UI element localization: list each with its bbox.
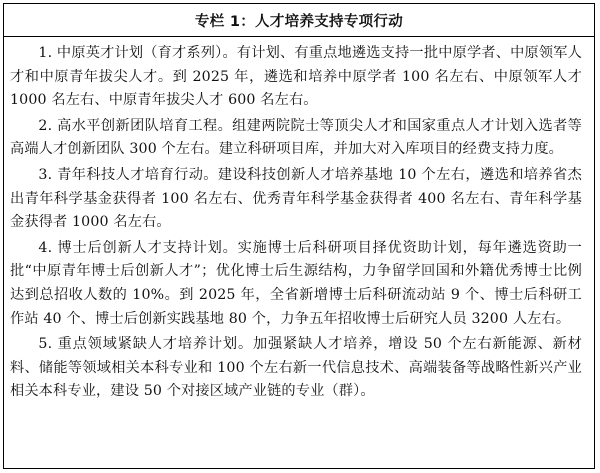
box-content [4, 37, 594, 404]
list-item: 3. 青年科技人才培育行动。建设科技创新人才培养基地 10 个左右，遴选和培养省杰出青年科学基金获得者 100 名左右、优秀青年科学基金获得者 400 名左右、青年科学基金获得者 1000 名左右。 [10, 166, 582, 231]
feature-box [3, 3, 595, 469]
list-item: 2. 高水平创新团队培育工程。组建两院院士等顶尖人才和国家重点人才计划入选者等高端人才创新团队 300 个左右。建立科研项目库，并加大对入库项目的经费支持力度。 [10, 117, 582, 158]
box-title: 专栏 1：人才培养支持专项行动 [4, 4, 594, 37]
list-item: 1. 中原英才计划（育才系列）。有计划、有重点地遴选支持一批中原学者、中原领军人才和中原青年拔尖人才。到 2025 年，遴选和培养中原学者 100 名左右、中原领军人才 1000 名左右、中原青年拔尖人才 600 名左右。 [10, 45, 582, 109]
list-item: 4. 博士后创新人才支持计划。实施博士后科研项目择优资助计划，每年遴选资助一批“中原青年博士后创新人才”；优化博士后生源结构，力争留学回国和外籍优秀博士比例达到总招收人数的 10%。到 2025 年，全省新增博士后科研流动站 9 个、博士后科研工作站 40 个、博士后创新实践基地 80 个，力争五年招收博士后研究人员 3200 人左右。 [10, 239, 582, 327]
list-item: 5. 重点领域紧缺人才培养计划。加强紧缺人才培养，增设 50 个左右新能源、新材料、储能等领域相关本科专业和 100 个左右新一代信息技术、高端装备等战略性新兴产业相关本科专业，建设 50 个对接区域产业链的专业（群）。 [10, 336, 582, 400]
